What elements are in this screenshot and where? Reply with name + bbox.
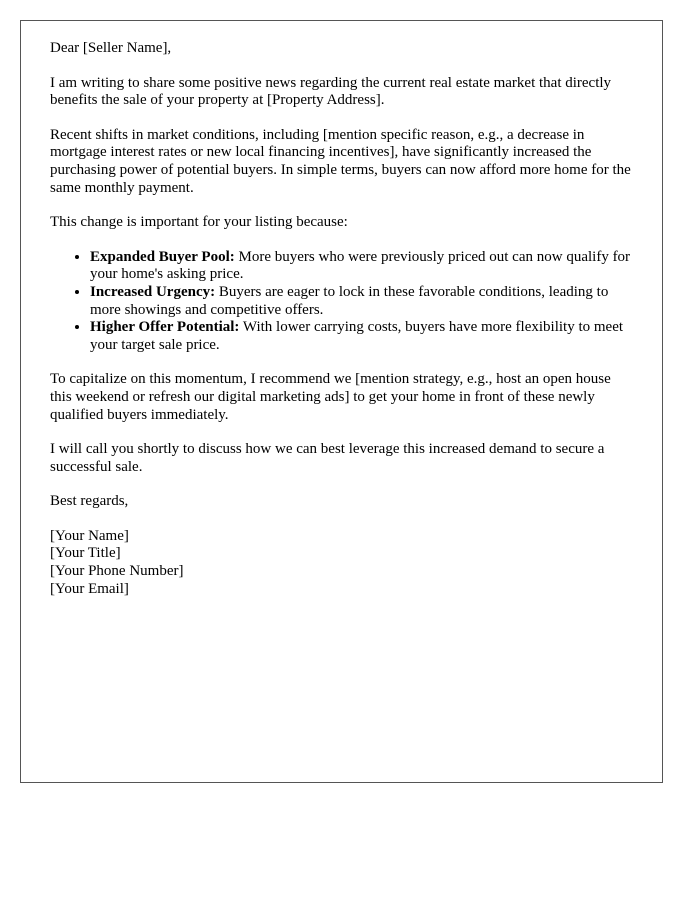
signature-title: [Your Title] bbox=[50, 545, 121, 562]
signature-email: [Your Email] bbox=[50, 580, 129, 597]
intro-paragraph: I am writing to share some positive news regarding the current real estate market that directly benefits the sale of your property at [Property Address]. bbox=[50, 74, 612, 109]
letter bbox=[20, 20, 663, 783]
signature-name: [Your Name] bbox=[50, 527, 129, 544]
bullet-title: Expanded Buyer Pool: bbox=[90, 248, 235, 265]
greeting: Dear [Seller Name], bbox=[50, 40, 172, 56]
bullet-text: Buyers are eager to lock in these favorable conditions, leading to more showings and competitive offers. bbox=[90, 283, 609, 318]
signature-block bbox=[50, 528, 633, 598]
market-paragraph: Recent shifts in market conditions, including [mention specific reason, e.g., a decrease in mortgage interest rates or new local financing incentives], have significantly increased the purchasing power of potential buyers. In simple terms, buyers can now afford more home for the same monthly payment. bbox=[50, 126, 631, 196]
signoff: Best regards, bbox=[50, 493, 129, 510]
bullet-text: More buyers who were previously priced out can now qualify for your home's asking price. bbox=[90, 248, 631, 283]
importance-paragraph: This change is important for your listing because: bbox=[50, 214, 348, 231]
bullet-title: Increased Urgency: bbox=[90, 283, 216, 300]
followup-paragraph: I will call you shortly to discuss how we can best leverage this increased demand to secure a successful sale. bbox=[50, 441, 605, 475]
benefits-list bbox=[50, 249, 633, 355]
strategy-paragraph: To capitalize on this momentum, I recommend we [mention strategy, e.g., host an open house this weekend or refresh our digital marketing ads] to get your home in front of these newly qualified buyers immediately. bbox=[50, 371, 611, 423]
bullet-title: Higher Offer Potential: bbox=[90, 319, 240, 336]
list-item bbox=[90, 319, 633, 354]
list-item bbox=[90, 284, 633, 319]
signature-phone: [Your Phone Number] bbox=[50, 563, 184, 580]
list-item bbox=[90, 249, 633, 284]
bullet-text: With lower carrying costs, buyers have more flexibility to meet your target sale price. bbox=[90, 319, 624, 353]
